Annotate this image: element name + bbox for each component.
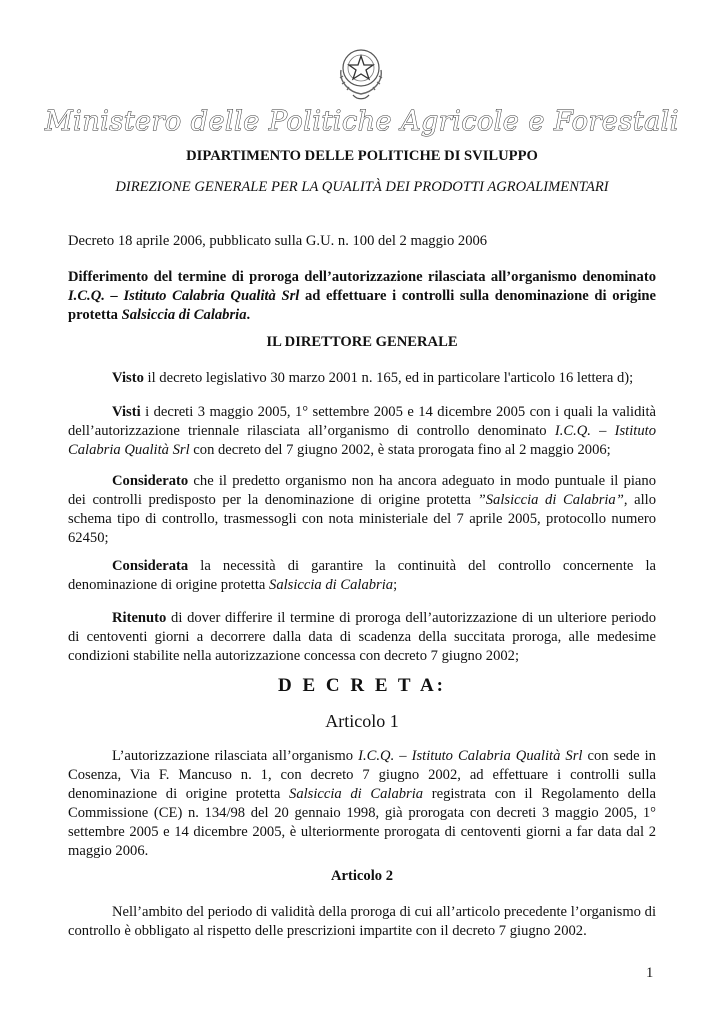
paragraph-text: L’autorizzazione rilasciata all’organismo (112, 748, 359, 764)
organism-name: I.C.Q. – Istituto Calabria Qualità Srl (68, 288, 300, 304)
paragraph-text: i decreti 3 maggio 2005, 1° settembre 2005 e 14 dicembre 2005 con i quali la validità dell’autorizzazione triennale rilasciata all’organismo di controllo denominato (68, 404, 656, 439)
decree-subject (68, 268, 656, 325)
paragraph-lead: Visti (112, 404, 141, 420)
article-2-body: Nell’ambito del periodo di validità della proroga di cui all’articolo precedente l’organismo di controllo è obbligato al rispetto delle prescrizioni impartite con il decreto 7 giugno 2002. (68, 904, 656, 939)
article-2-heading: Articolo 2 (330, 868, 393, 884)
decreta-heading: D E C R E T A: (278, 675, 446, 696)
subject-text: ad effettuare i controlli sulla denominazione di origine protetta (68, 288, 656, 323)
paragraph-text: registrata con il Regolamento della Commissione (CE) n. 134/98 del 20 gennaio 1998, già prorogata con decreti 3 maggio 2005, 1° settembre 2005 e 14 dicembre 2005, è ulteriormente prorogata di centoventi giorni a far data dal 2 maggio 2006. (68, 786, 657, 859)
paragraph-lead: Visto (112, 370, 144, 386)
paragraph-ritenuto (68, 609, 656, 666)
paragraph-text: con sede in Cosenza, Via F. Mancuso n. 1, con decreto 7 giugno 2002, ad effettuare i controlli sulla denominazione di origine protetta (68, 748, 656, 802)
organism-name: I.C.Q. – Istituto Calabria Qualità Srl (68, 423, 656, 458)
page-number: 1 (646, 965, 654, 981)
organism-name: I.C.Q. – Istituto Calabria Qualità Srl (358, 748, 583, 764)
ministry-name: Ministero delle Politiche Agricole e Forestali (45, 106, 679, 137)
dop-name: Salsiccia di Calabria (289, 786, 424, 802)
director-heading: IL DIRETTORE GENERALE (266, 334, 458, 350)
paragraph-text: ; (393, 577, 398, 593)
paragraph-text: con decreto del 7 giugno 2002, è stata prorogata fino al 2 maggio 2006; (189, 442, 611, 458)
subject-text: Differimento del termine di proroga dell’autorizzazione rilasciata all’organismo denominato (68, 269, 656, 285)
paragraph-lead: Considerata (112, 558, 189, 574)
paragraph-lead: Considerato (112, 473, 189, 489)
paragraph-text: il decreto legislativo 30 marzo 2001 n. 165, ed in particolare l'articolo 16 lettera d); (143, 370, 634, 386)
paragraph-considerata (68, 557, 656, 595)
paragraph-considerato (68, 472, 656, 548)
paragraph-text: di dover differire il termine di proroga dell’autorizzazione di un ulteriore periodo di centoventi giorni a decorrere dalla data di scadenza della succitata proroga, alle medesime condizioni stabilite nella autorizzazione concessa con decreto 7 giugno 2002; (68, 610, 656, 664)
paragraph-text: , allo schema tipo di controllo, trasmessogli con nota ministeriale del 7 aprile 2005, protocollo numero 62450; (68, 492, 657, 546)
article-1-heading: Articolo 1 (325, 711, 399, 731)
dop-name: Salsiccia di Calabria (121, 307, 247, 323)
paragraph-text: la necessità di garantire la continuità del controllo concernente la denominazione di origine protetta (68, 558, 656, 593)
paragraph-lead: Ritenuto (112, 610, 167, 626)
article-1-body (68, 747, 656, 861)
paragraph-visti (68, 403, 656, 460)
decree-reference: Decreto 18 aprile 2006, pubblicato sulla G.U. n. 100 del 2 maggio 2006 (68, 233, 488, 249)
dop-name: Salsiccia di Calabria (269, 577, 394, 593)
department-heading: DIPARTIMENTO DELLE POLITICHE DI SVILUPPO (186, 148, 538, 164)
subject-text: . (246, 307, 251, 323)
dop-name: ”Salsiccia di Calabria” (477, 492, 624, 508)
paragraph-visto (68, 369, 656, 388)
paragraph-text: che il predetto organismo non ha ancora adeguato in modo puntuale il piano dei controlli predisposto per la denominazione di origine protetta (68, 473, 656, 508)
directorate-heading: DIREZIONE GENERALE PER LA QUALITÀ DEI PRODOTTI AGROALIMENTARI (115, 179, 609, 195)
italian-republic-emblem-icon (333, 40, 389, 102)
